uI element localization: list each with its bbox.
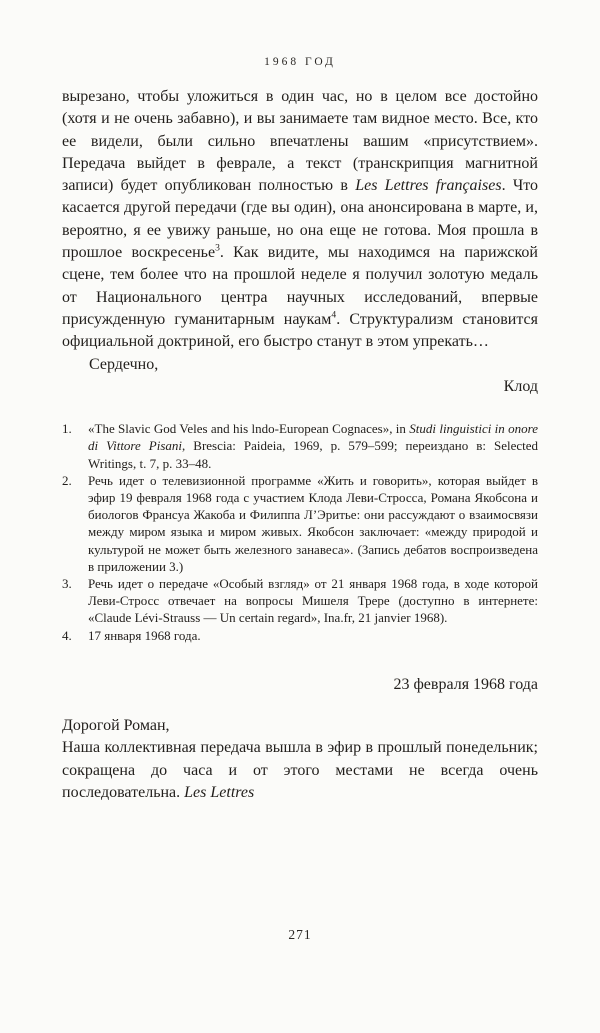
footnote-item bbox=[62, 472, 538, 575]
letter1-signature: Клод bbox=[503, 377, 538, 395]
footnote-text: «The Slavic God Veles and his lndo-European Cognaces», in Studi linguistici in onore di Vittore Pisani, Brescia: Paideia, 1969, p. 579–599; переиздано в: Selected Writings, t. 7, p. 33–48. bbox=[88, 421, 539, 471]
footnote-item bbox=[62, 575, 538, 627]
page-number: 271 bbox=[288, 927, 312, 942]
footnote-item bbox=[62, 627, 538, 644]
letter1-body-paragraph: вырезано, чтобы уложиться в один час, но в целом все достойно (хотя и не очень забавно), и вы занимаете там видное место. Все, кто ее видели, были сильно впечатлены вашим «присутствием». Передача выйдет в феврале, а текст (транскрипция магнитной записи) будет опубликован полностью в Les Lettres françaises. Что касается другой передачи (где вы один), она анонсирована в марте, и, вероятно, я ее увижу раньше, но она еще не готова. Моя прошла в прошлое воскресенье$^3$. Как видите, мы находимся на парижской сцене, тем более что на прошлой неделе я получил золотую медаль от Национального центра научных исследований, впервые присужденную гуманитарным наукам$^4$. Структурализм становится официальной доктриной, его быстро станут в этом упрекать… bbox=[62, 88, 538, 351]
footnote-text: Речь идет о передаче «Особый взгляд» от 21 января 1968 года, в ходе которой Леви-Стросс отвечает на вопросы Мишеля Трере (доступно в интернете: «Claude Lévi-Strauss — Un certain regard», Ina.fr, 21 janvier 1968). bbox=[88, 575, 538, 626]
footnote-item bbox=[62, 420, 538, 472]
footnote-number: 1. bbox=[62, 421, 72, 437]
footnote-text: Речь идет о телевизионной программе «Жить и говорить», которая выйдет в эфир 19 февраля 1968 года с участием Клода Леви-Стросса, Романа Якобсона и биологов Франсуа Жакоба и Филиппа Л’Эритье: они рассуждают о взаимосвязи между миром языка и миром живых. Якобсон заключает: «между природой и культурой не может быть железного занавеса». (Запись дебатов воспроизведена в приложении 3.) bbox=[88, 472, 538, 574]
letter2-salutation: Дорогой Роман, bbox=[62, 717, 170, 735]
footnote-number: 2. bbox=[62, 472, 72, 488]
letter1-valediction: Сердечно, bbox=[89, 355, 159, 373]
running-header: 1968 ГОД bbox=[264, 56, 336, 68]
footnote-number: 3. bbox=[62, 575, 72, 591]
letter2-body-paragraph: Наша коллективная передача вышла в эфир в прошлый понедельник; сокращена до часа и от этого местами не всегда очень последовательна. Les Lettres bbox=[62, 739, 538, 801]
footnotes-section bbox=[62, 420, 538, 644]
footnote-text: 17 января 1968 года. bbox=[88, 627, 201, 643]
letter2-date: 23 февраля 1968 года bbox=[393, 675, 538, 693]
footnote-number: 4. bbox=[62, 627, 72, 643]
